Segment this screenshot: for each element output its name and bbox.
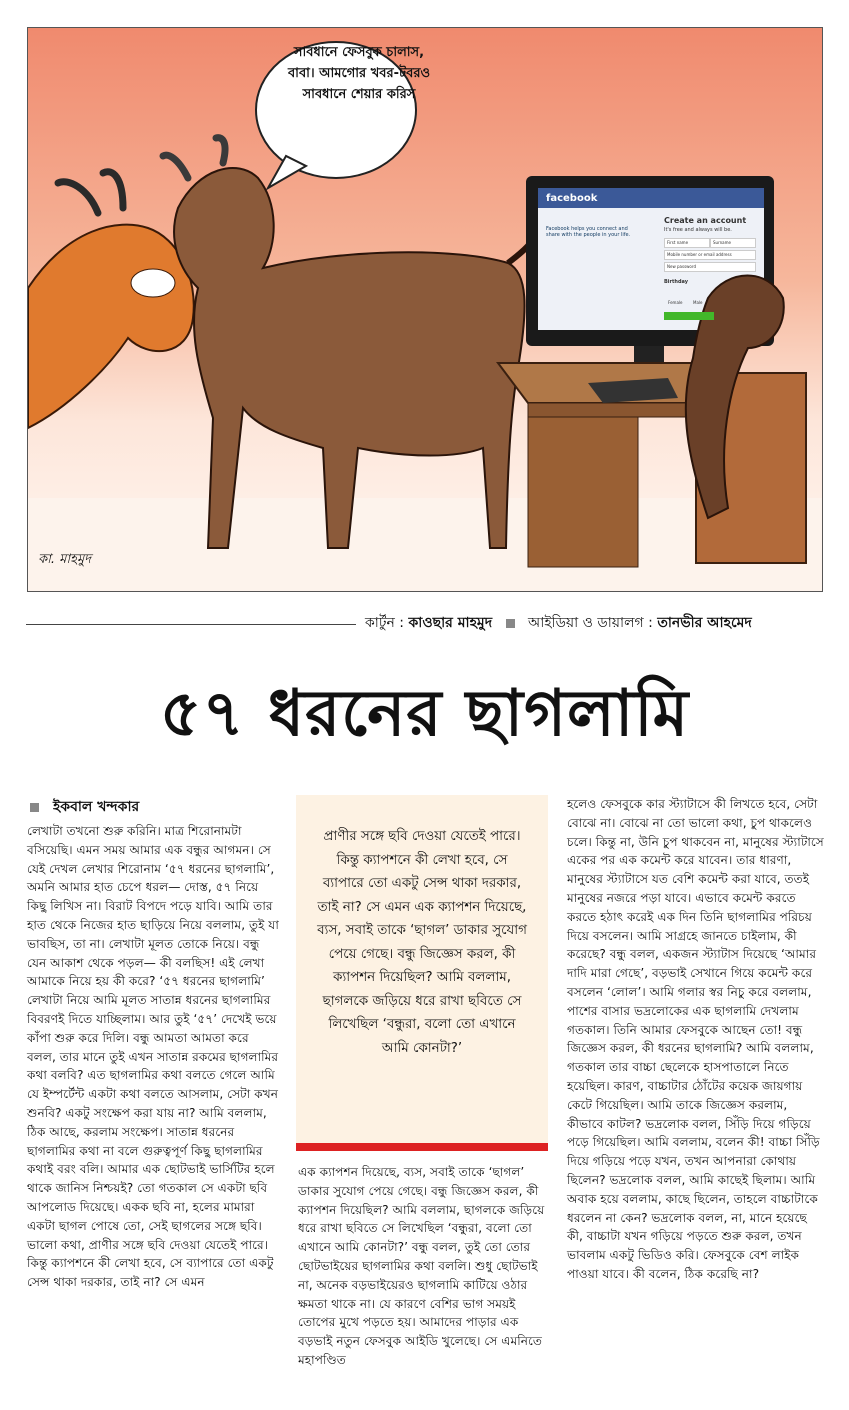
pull-quote-text: প্রাণীর সঙ্গে ছবি দেওয়া যেতেই পারে। কিন্তু ক্যাপশনে কী লেখা হবে, সে ব্যাপারে তো একটু সেন্স থাকা দরকার, তাই না? সে এমন এক ক্যাপশন দিয়েছে, ব্যস, সবাই তাকে ‘ছাগল’ ডাকার সুযোগ পেয়ে গেছে। বন্ধু জিজ্ঞেস করল, কী ক্যাপশন দিয়েছিল? আমি বললাম, ছাগলকে জড়িয়ে ধরে রাখা ছবিতে সে লিখেছিল ‘বন্ধুরা, বলো তো এখানে আমি কোনটা?’ <box>317 829 527 1056</box>
left-goat <box>28 172 194 428</box>
headline: ৫৭ ধরনের ছাগলামি <box>159 676 690 751</box>
article-column-1 <box>27 822 281 1292</box>
cartoon-illustration <box>27 27 823 592</box>
cartoon-credit-name: কাওছার মাহমুদ <box>408 615 493 631</box>
male-option[interactable]: Male <box>693 300 703 305</box>
female-option[interactable]: Female <box>668 300 683 305</box>
column-2-text: এক ক্যাপশন দিয়েছে, ব্যস, সবাই তাকে ‘ছাগল’ ডাকার সুযোগ পেয়ে গেছে। বন্ধু জিজ্ঞেস করল, কী ক্যাপশন দিয়েছিল? আমি বললাম, ছাগলকে জড়িয়ে ধরে রাখা ছবিতে সে লিখেছিল ‘বন্ধুরা, বলো তো এখানে আমি কোনটা?’ বন্ধু বলল, তুই তো তোর ছোটভাইয়ের ছাগলামির কথা বললি। শুধু ছোটভাই না, অনেক বড়ভাইয়েরও ছাগলামি কাটিয়ে ওঠার ক্ষমতা থাকে না। যে কারণে বেশির ভাগ সময়ই তোপের মুখে পড়তে হয়। আমাদের পাড়ার এক বড়ভাই নতুন ফেসবুক আইডি খুলেছে। সে এমনিতে মহাপণ্ডিত <box>298 1165 545 1367</box>
idea-credit-name: তানভীর আহমেদ <box>657 615 752 631</box>
idea-credit-label: আইডিয়া ও ডায়ালগ : <box>527 615 653 631</box>
pull-quote-rule <box>296 1143 548 1151</box>
square-bullet-icon <box>506 619 515 628</box>
surname-field[interactable]: Surname <box>710 238 756 248</box>
monitor-screen <box>538 188 764 330</box>
screen-heading: Create an account <box>664 216 747 225</box>
first-name-field[interactable]: First name <box>664 238 710 248</box>
credit-rule <box>26 624 356 625</box>
byline <box>30 795 139 819</box>
facebook-logo: facebook <box>546 193 598 204</box>
password-field[interactable]: New password <box>664 262 756 272</box>
column-1-text: লেখাটা তখনো শুরু করিনি। মাত্র শিরোনামটা বসিয়েছি। এমন সময় আমার এক বন্ধুর আগমন। সে যেই দেখল লেখার শিরোনাম ‘৫৭ ধরনের ছাগলামি’, অমনি আমার হাত চেপে ধরল— দোস্ত, ৫৭ নিয়ে কিছু লিখিস না। বিরাট বিপদে পড়ে যাবি। আমি তার হাত থেকে নিজের হাত ছাড়িয়ে নিয়ে বললাম, তুই যা ভাবছিস, তা না। লেখাটা মূলত তোকে নিয়ে। বন্ধু যেন আকাশ থেকে পড়ল— কী বলছিস! এই লেখা আমাকে নিয়ে হয় কী করে? ‘৫৭ ধরনের ছাগলামি’ লেখাটা নিয়ে আমি মূলত সাতান্ন ধরনের ছাগলামির বিবরণই দিতে যাচ্ছিলাম। আর তুই ‘৫৭’ দেখেই ভয়ে কাঁপা শুরু করে দিলি। বন্ধু আমতা আমতা করে বলল, তার মানে তুই এখন সাতান্ন রকমের ছাগলামির কথা বলবি? এত ছাগলামির কথা বলতে গেলে আমি যে ইম্পর্টেন্ট একটা কথা বলতে আসলাম, সেটা কখন শুনবি? একটু সংক্ষেপ করা যায় না? আমি বললাম, ঠিক আছে, করলাম সংক্ষেপ। সাতান্ন ধরনের ছাগলামির কথা না বলে গুরুত্বপূর্ণ কিছু ছাগলামির কথাই বরং বলি। আমার এক ছোটভাই ভার্সিটির হলে থাকে জানিস নিশ্চয়ই? তো গতকাল সে একটা ছবি আপলোড দিয়েছে। একক ছবি না, হলের মামারা একটা ছাগল পোষে তো, সেই ছাগলের সঙ্গে ছবি। ভালো কথা, প্রাণীর সঙ্গে ছবি দেওয়া যেতেই পারে। কিন্তু ক্যাপশনে কী লেখা হবে, সে ব্যাপারে তো একটু সেন্স থাকা দরকার, তাই না? সে এমন <box>27 824 279 1290</box>
credit-line <box>365 611 825 635</box>
birthday-label: Birthday <box>664 279 688 285</box>
pull-quote-box <box>296 795 548 1145</box>
cartoon-credit-label: কার্টুন : <box>365 615 405 631</box>
column-3-text: হলেও ফেসবুকে কার স্ট্যাটাসে কী লিখতে হবে, সেটা বোঝে না। বোঝে না তো ভালো কথা, চুপ থাকলেও চলে। কিন্তু না, উনি চুপ থাকবেন না, মানুষের স্ট্যাটাসে একের পর এক কমেন্ট করে যাবেন। তার ধারণা, মানুষের স্ট্যাটাসে যত বেশি কমেন্ট করা যাবে, ততই মানুষের নজরে পড়া যাবে। এভাবে কমেন্ট করতে করতে হঠাৎ করেই এক দিন তিনি ছাগলামির পরিচয় দিয়ে বসলেন। আমি সাগ্রহে জানতে চাইলাম, কী করেছে? বন্ধু বলল, একজন স্ট্যাটাস দিয়েছে ‘আমার দাদি মারা গেছে’, বড়ভাই সেখানে গিয়ে কমেন্ট করে বসলেন ‘লোল’। আমি গলার স্বর নিচু করে বললাম, পাশের বাসার ভদ্রলোকের এক ছাগলামি দেখলাম গতকাল। তিনি আমার ফেসবুকে আছেন তো! বন্ধু জিজ্ঞেস করল, কী ধরনের ছাগলামি? আমি বললাম, গতকাল তার বাচ্চা ছেলেকে হাসপাতালে নিতে হয়েছিল। কারণ, বাচ্চাটার ঠোঁটের কয়েক জায়গায় কেটে গিয়েছিল। আমি তাকে জিজ্ঞেস করলাম, কীভাবে কাটল? ভদ্রলোক বলল, সিঁড়ি দিয়ে গড়িয়ে পড়ে গিয়েছিল। আমি বললাম, বলেন কী! বাচ্চা সিঁড়ি দিয়ে গড়িয়ে পড়ে যখন, তখন আপনারা কোথায় ছিলেন? ভদ্রলোক বলল, আমি কাছেই ছিলাম। আমি অবাক হয়ে বললাম, কাছে ছিলেন, তাহলে বাচ্চাটাকে ধরলেন না কেন? ভদ্রলোক বলল, না, মানে হয়েছে কী, বাচ্চাটা যখন গড়িয়ে পড়তে শুরু করল, তখন ভাবলাম একটু ভিডিও করি। ফেসবুকে বেশ লাইক পাওয়া যাবে। কী বলেন, ঠিক করেছি না? <box>567 797 824 1281</box>
signup-button[interactable] <box>664 312 714 320</box>
facebook-tagline: Facebook helps you connect and share with the people in your life. <box>546 226 631 238</box>
square-bullet-icon <box>30 803 39 812</box>
article-column-3 <box>567 795 825 1284</box>
screen-subheading: It's free and always will be. <box>664 227 732 233</box>
artist-signature: কা. মাহমুদ <box>38 552 91 567</box>
author-name: ইকবাল খন্দকার <box>53 799 140 815</box>
article-column-2 <box>298 1163 548 1370</box>
speech-bubble-text: সাবধানে ফেসবুক চালাস, বাবা। আমগোর খবর-টবরও সাবধানে শেয়ার করিস <box>287 45 431 102</box>
mobile-field[interactable]: Mobile number or email address <box>664 250 756 260</box>
standing-goat <box>163 138 534 548</box>
